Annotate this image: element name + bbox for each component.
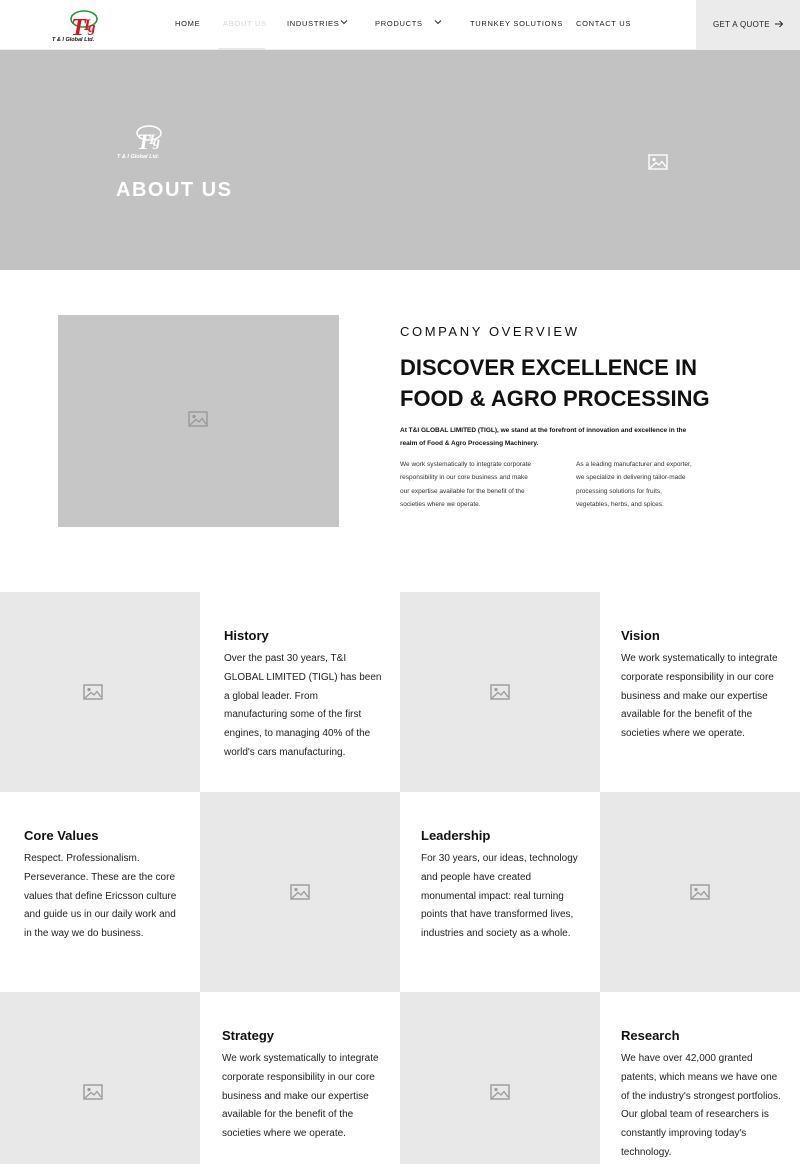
card-text: We have over 42,000 granted patents, which means we have one of the industry's strongest portfolios. Our global team of researchers is constantly improving today's technology. bbox=[621, 1053, 781, 1158]
svg-text:I: I bbox=[84, 17, 91, 34]
get-a-quote-label: GET A QUOTE bbox=[713, 20, 770, 29]
image-placeholder-icon bbox=[83, 1084, 103, 1100]
nav-products[interactable]: PRODUCTS bbox=[375, 19, 423, 28]
overview-column-right: As a leading manufacturer and exporter, we specialize in delivering tailor-made processing solutions for fruits, vegetables, herbs, and spices. bbox=[576, 461, 692, 508]
svg-text:g: g bbox=[153, 135, 160, 150]
card-title: Core Values bbox=[24, 828, 99, 843]
vision-card bbox=[600, 592, 800, 792]
leadership-image bbox=[600, 792, 800, 992]
image-placeholder-icon bbox=[490, 1084, 510, 1100]
hero-logo-caption: T & I Global Ltd. bbox=[117, 154, 160, 160]
card-title: Leadership bbox=[421, 828, 491, 843]
card-title: Vision bbox=[621, 628, 660, 643]
card-text: We work systematically to integrate corporate responsibility in our core business and make our expertise available for the benefit of the societies where we operate. bbox=[621, 653, 778, 740]
hero-banner bbox=[0, 50, 800, 270]
card-text: Respect. Professionalism. Perseverance. These are the core values that define Ericsson culture and guide us in our daily work and in the way we do business. bbox=[24, 853, 177, 940]
section-heading: DISCOVER EXCELLENCE IN FOOD & AGRO PROCESSING bbox=[400, 355, 710, 411]
overview-lead: At T&I GLOBAL LIMITED (TIGL), we stand at the forefront of innovation and excellence in the realm of Food & Agro Processing Machinery. bbox=[400, 427, 687, 447]
svg-text:T: T bbox=[71, 15, 86, 41]
card-title: Research bbox=[621, 1028, 680, 1043]
card-text: We work systematically to integrate corporate responsibility in our core business and make our expertise available for the benefit of the societies where we operate. bbox=[222, 1053, 379, 1140]
section-eyebrow: COMPANY OVERVIEW bbox=[400, 324, 580, 339]
nav-industries[interactable]: INDUSTRIES bbox=[287, 19, 340, 28]
nav-home[interactable]: HOME bbox=[175, 19, 201, 28]
site-header bbox=[0, 0, 800, 50]
image-placeholder-icon bbox=[490, 684, 510, 700]
page-title: ABOUT US bbox=[116, 179, 233, 201]
svg-text:g: g bbox=[88, 20, 96, 36]
vision-image bbox=[400, 592, 600, 792]
nav-about-us[interactable]: ABOUT US bbox=[223, 19, 267, 28]
card-text: For 30 years, our ideas, technology and people have created monumental impact: real turning points that have transformed lives, industries and society as a whole. bbox=[421, 853, 578, 940]
svg-text:T: T bbox=[137, 129, 151, 154]
overview-image bbox=[58, 315, 339, 527]
overview-column-left: We work systematically to integrate corporate responsibility in our core business and make our expertise available for the benefit of the societies where we operate. bbox=[400, 461, 532, 508]
hero-logo bbox=[117, 123, 173, 163]
nav-contact-us[interactable]: CONTACT US bbox=[576, 19, 632, 28]
image-placeholder-icon bbox=[690, 884, 710, 900]
get-a-quote-button[interactable] bbox=[696, 0, 800, 50]
research-card bbox=[600, 992, 800, 1164]
research-image bbox=[400, 992, 600, 1164]
image-placeholder-icon bbox=[648, 154, 668, 170]
history-card bbox=[200, 592, 400, 792]
chevron-down-icon[interactable] bbox=[339, 17, 349, 27]
image-placeholder-icon bbox=[188, 411, 208, 427]
image-placeholder-icon bbox=[290, 884, 310, 900]
core-values-image bbox=[200, 792, 400, 992]
leadership-card bbox=[400, 792, 600, 992]
strategy-card bbox=[200, 992, 400, 1164]
card-text: Over the past 30 years, T&I GLOBAL LIMITED (TIGL) has been a global leader. From manufacturing some of the first engines, to managing 40% of the world's cars manufacturing. bbox=[224, 653, 382, 758]
arrow-right-icon bbox=[774, 19, 784, 29]
history-image bbox=[0, 592, 200, 792]
tig-logo-icon bbox=[117, 123, 173, 155]
strategy-image bbox=[0, 992, 200, 1164]
image-placeholder-icon bbox=[83, 684, 103, 700]
card-title: Strategy bbox=[222, 1028, 275, 1043]
brand-logo[interactable] bbox=[52, 8, 110, 44]
svg-text:I: I bbox=[149, 132, 155, 148]
logo-caption: T & I Global Ltd. bbox=[52, 37, 95, 43]
core-values-card bbox=[0, 792, 200, 992]
chevron-down-icon[interactable] bbox=[433, 17, 443, 27]
nav-turnkey-solutions[interactable]: TURNKEY SOLUTIONS bbox=[470, 19, 564, 28]
card-title: History bbox=[224, 628, 269, 643]
